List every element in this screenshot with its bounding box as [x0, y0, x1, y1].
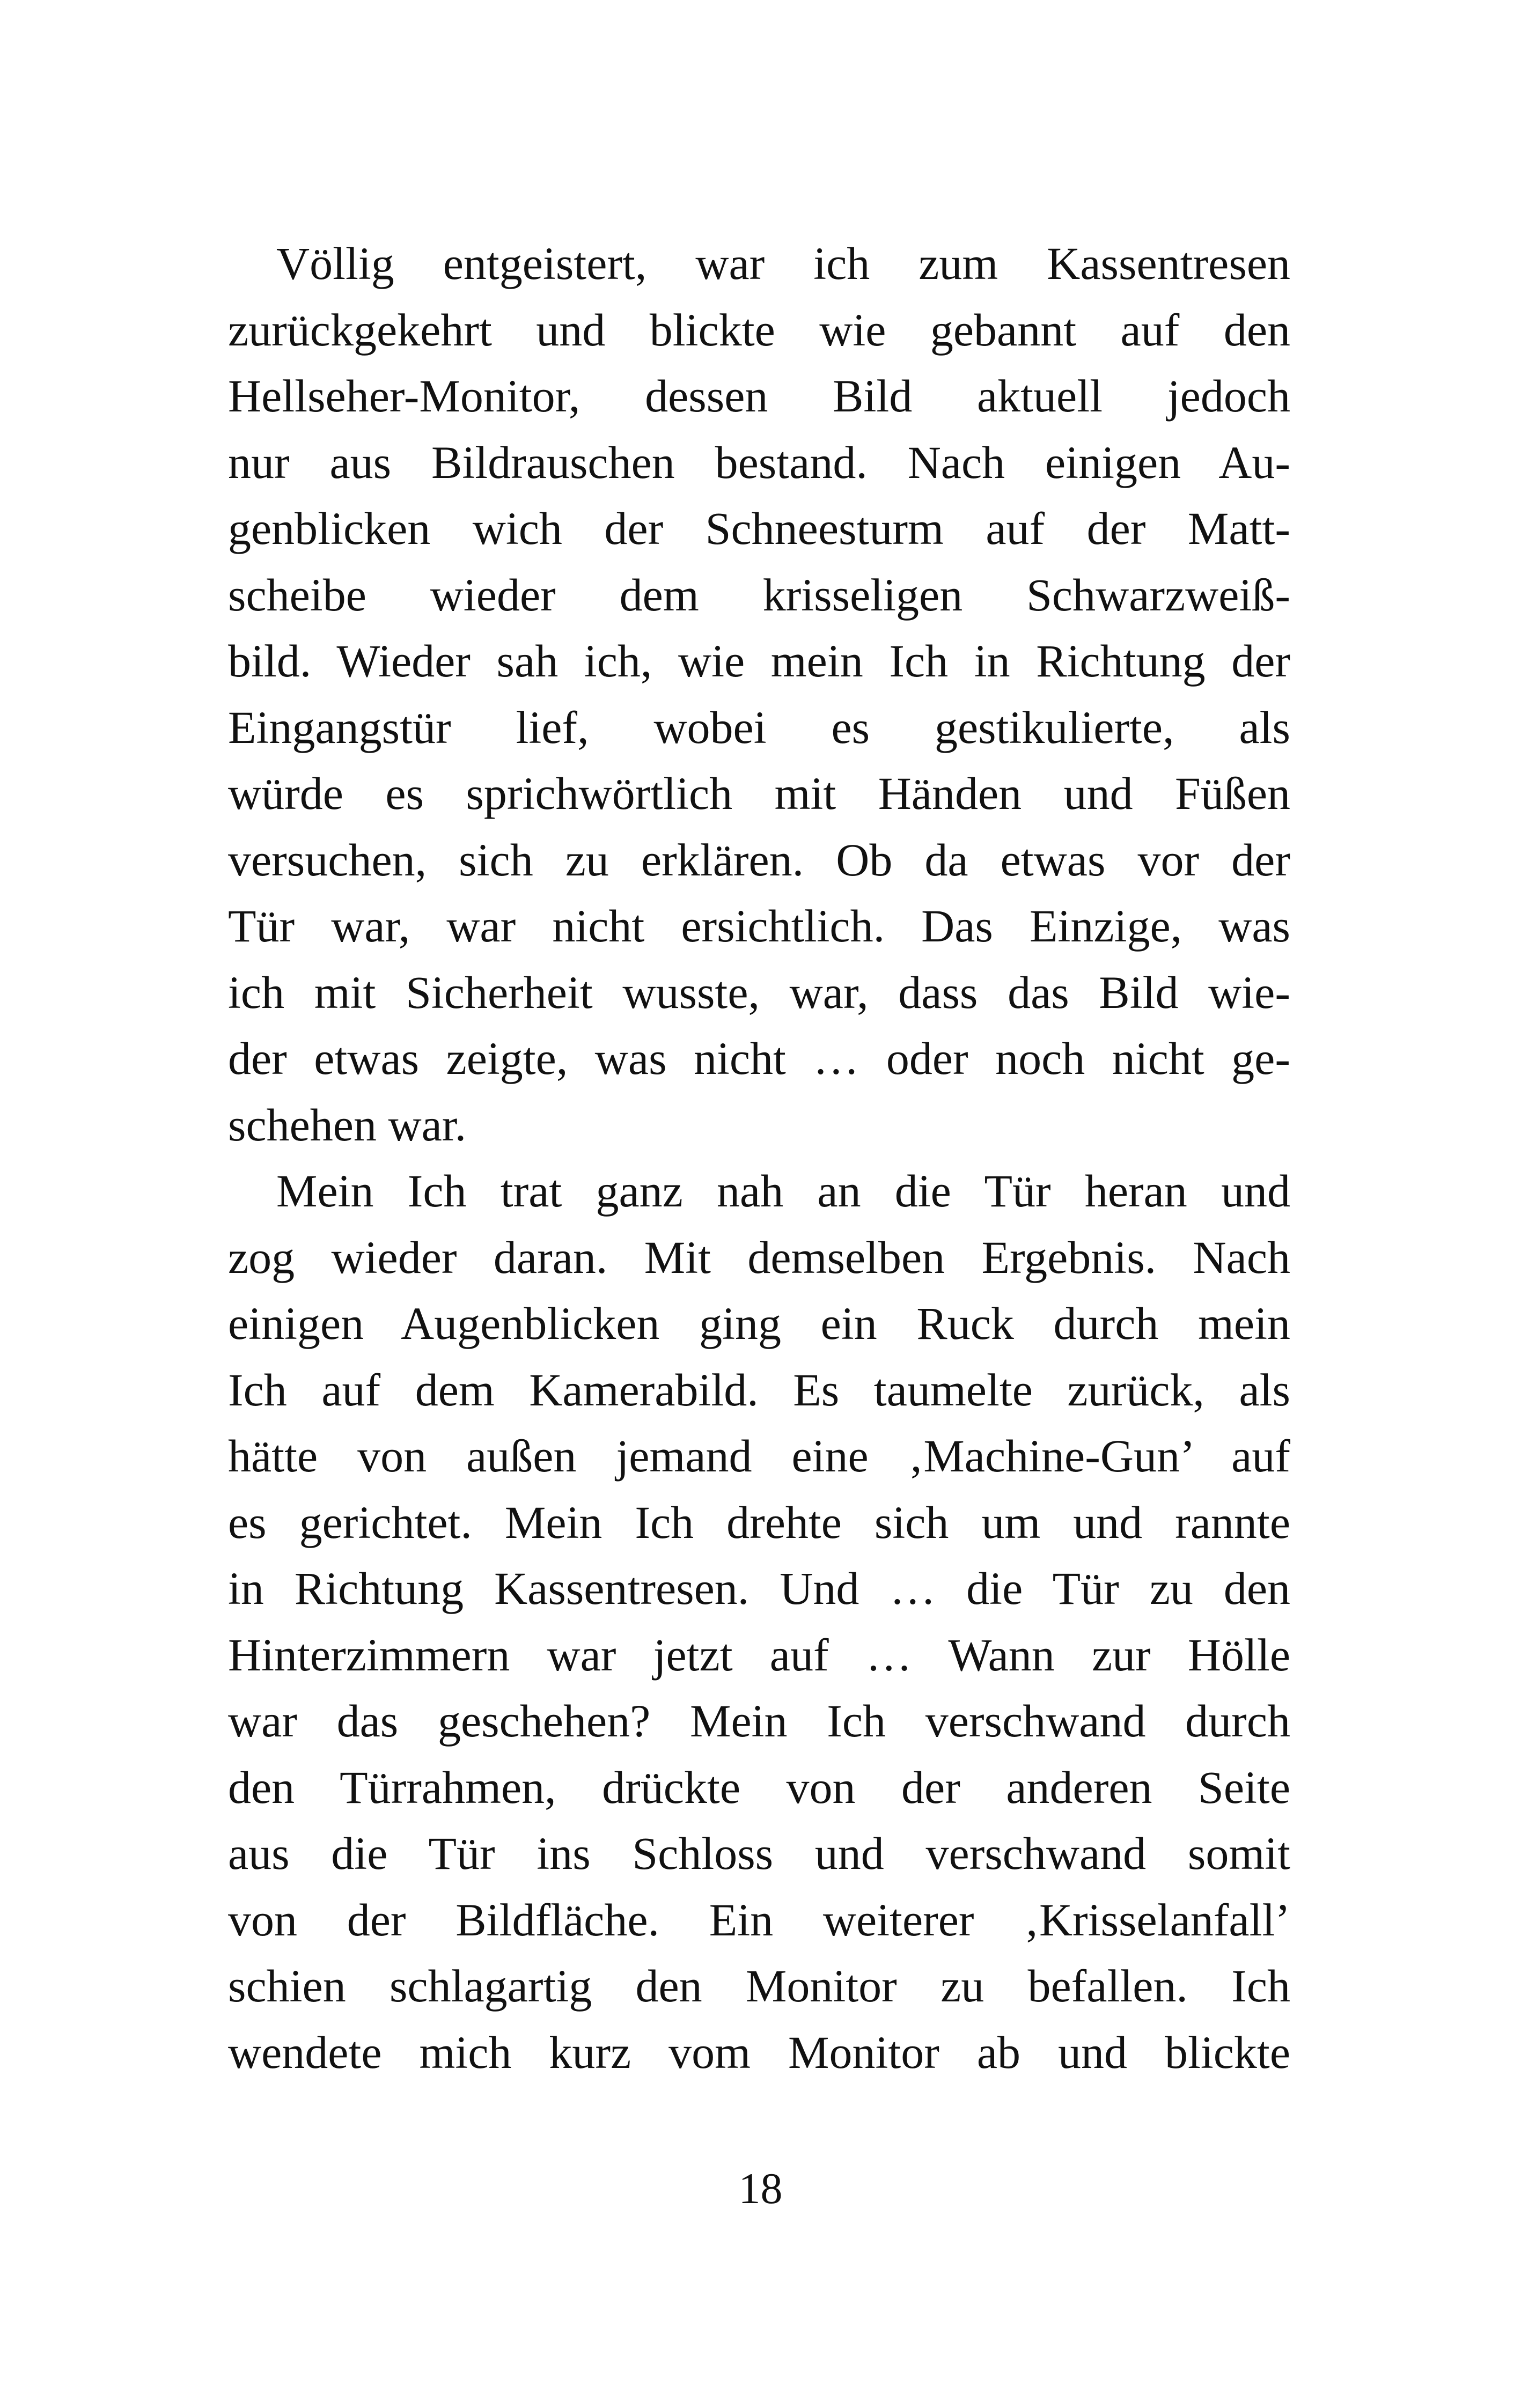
text-line: Tür war, war nicht ersichtlich. Das Einzige, was — [228, 900, 1290, 952]
text-line: genblicken wich der Schneesturm auf der Matt- — [228, 503, 1290, 554]
text-line: der etwas zeigte, was nicht … oder noch nicht ge- — [228, 1033, 1290, 1084]
text-line: wendete mich kurz vom Monitor ab und blickte — [228, 2026, 1290, 2078]
text-line: einigen Augenblicken ging ein Ruck durch mein — [228, 1298, 1290, 1349]
text-line: ich mit Sicherheit wusste, war, dass das Bild wie- — [228, 966, 1290, 1018]
text-line: aus die Tür ins Schloss und verschwand somit — [228, 1828, 1290, 1879]
text-line: zog wieder daran. Mit demselben Ergebnis. Nach — [228, 1231, 1290, 1283]
text-line: schehen war. — [228, 1099, 467, 1151]
text-line: in Richtung Kassentresen. Und … die Tür zu den — [228, 1563, 1290, 1614]
text-line: von der Bildfläche. Ein weiterer ‚Krisselanfall’ — [228, 1894, 1290, 1946]
text-line: Mein Ich trat ganz nah an die Tür heran und — [276, 1165, 1290, 1217]
text-line: Völlig entgeistert, war ich zum Kassentresen — [276, 238, 1290, 289]
text-line: Eingangstür lief, wobei es gestikulierte, als — [228, 701, 1290, 753]
text-line: es gerichtet. Mein Ich drehte sich um und rannte — [228, 1496, 1290, 1548]
text-line: hätte von außen jemand eine ‚Machine-Gun’ auf — [228, 1430, 1290, 1482]
text-line: den Türrahmen, drückte von der anderen Seite — [228, 1761, 1290, 1813]
text-line: Ich auf dem Kamerabild. Es taumelte zurück, als — [228, 1364, 1290, 1416]
text-line: würde es sprichwörtlich mit Händen und Füßen — [228, 768, 1290, 819]
page-number: 18 — [738, 2164, 783, 2213]
text-line: nur aus Bildrauschen bestand. Nach einigen Au- — [228, 436, 1290, 488]
text-line: Hinterzimmern war jetzt auf … Wann zur Hölle — [228, 1629, 1290, 1681]
text-line: versuchen, sich zu erklären. Ob da etwas vor der — [228, 834, 1290, 886]
text-line: scheibe wieder dem krisseligen Schwarzweiß- — [228, 569, 1290, 621]
text-line: zurückgekehrt und blickte wie gebannt auf den — [228, 304, 1290, 356]
body-text — [228, 231, 1290, 2086]
text-line: Hellseher-Monitor, dessen Bild aktuell jedoch — [228, 370, 1290, 422]
text-line: war das geschehen? Mein Ich verschwand durch — [228, 1695, 1290, 1747]
text-line: bild. Wieder sah ich, wie mein Ich in Richtung der — [228, 635, 1290, 687]
text-line: schien schlagartig den Monitor zu befallen. Ich — [228, 1960, 1290, 2012]
